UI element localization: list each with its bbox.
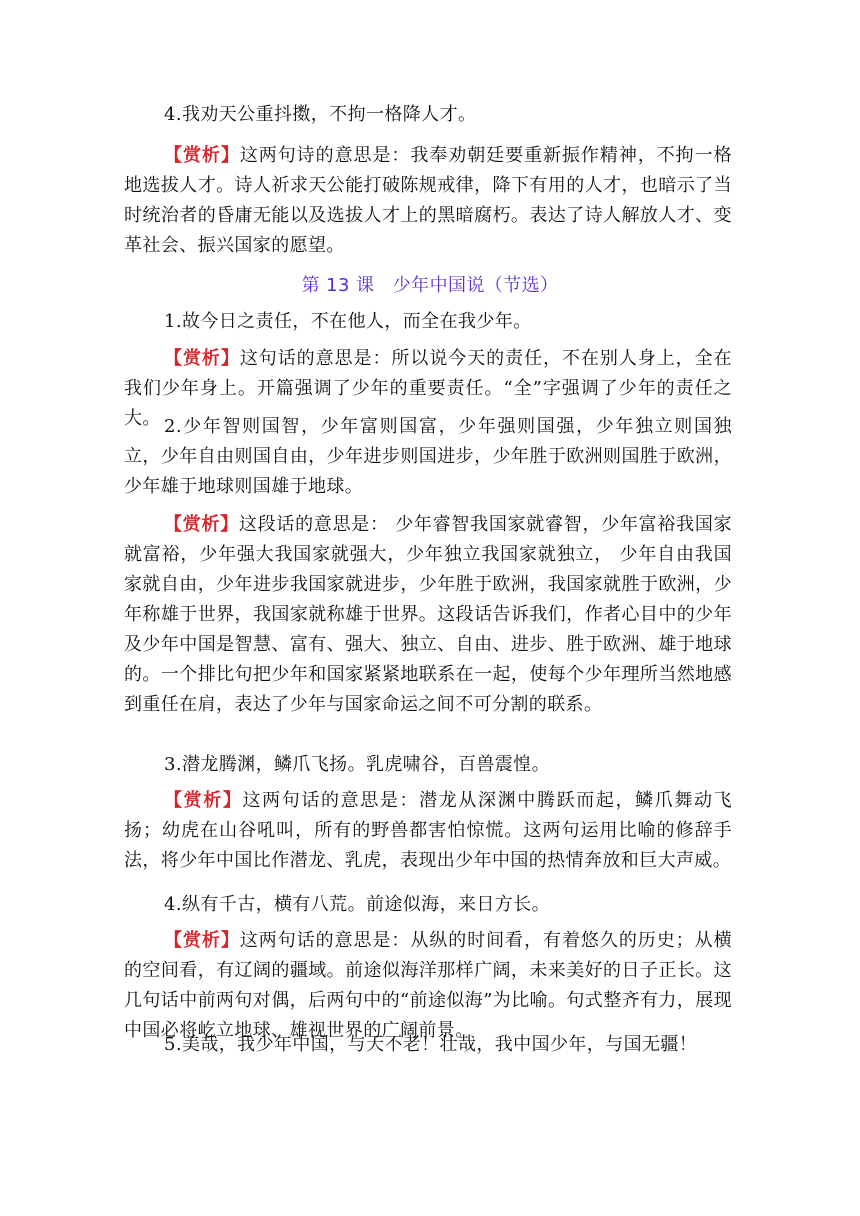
analysis-4-intro bbox=[124, 141, 732, 261]
analysis-tag: 【赏析】 bbox=[164, 790, 243, 811]
quote-2: 2.少年智则国智，少年富则国富，少年强则国强，少年独立则国独立，少年自由则国自由，少年进步则国进步，少年胜于欧洲则国胜于欧洲，少年雄于地球则国雄于地球。 bbox=[124, 416, 732, 497]
analysis-text: 这段话的意思是： 少年睿智我国家就睿智，少年富裕我国家就富裕，少年强大我国家就强大，少年独立我国家就独立， 少年自由我国家就自由，少年进步我国家就进步，少年胜于欧洲，我国家就胜于欧洲，少年称雄于世界，我国家就称雄于世界。这段话告诉我们，作者心目中的少年及少年中国是智慧、富有、强大、独立、自由、进步、胜于欧洲、雄于地球的。一个排比句把少年和国家紧紧地联系在一起，使每个少年理所当然地感到重任在肩，表达了少年与国家命运之间不可分割的联系。 bbox=[124, 514, 732, 715]
quote-3: 3.潜龙腾渊，鳞爪飞扬。乳虎啸谷，百兽震惶。 bbox=[164, 754, 550, 775]
analysis-3 bbox=[124, 786, 732, 876]
analysis-text: 这两句诗的意思是：我奉劝朝廷要重新振作精神，不拘一格地选拔人才。诗人祈求天公能打破陈规戒律，降下有用的人才，也暗示了当时统治者的昏庸无能以及选拔人才上的黑暗腐朽。表达了诗人解放人才、变革社会、振兴国家的愿望。 bbox=[124, 145, 732, 256]
analysis-2 bbox=[124, 510, 732, 720]
analysis-4 bbox=[124, 926, 732, 1046]
quote-4-intro: 4.我劝天公重抖擞，不拘一格降人才。 bbox=[164, 104, 477, 125]
quote-4: 4.纵有千古，横有八荒。前途似海，来日方长。 bbox=[164, 894, 550, 915]
analysis-tag: 【赏析】 bbox=[164, 930, 240, 951]
analysis-tag: 【赏析】 bbox=[164, 514, 239, 535]
analysis-text: 这句话的意思是：所以说今天的责任，不在别人身上，全在我们少年身上。开篇强调了少年的重要责任。“全”字强调了少年的责任之大。 bbox=[124, 348, 732, 429]
analysis-text: 这两句话的意思是：潜龙从深渊中腾跃而起，鳞爪舞动飞扬；幼虎在山谷吼叫，所有的野兽都害怕惊慌。这两句运用比喻的修辞手法，将少年中国比作潜龙、乳虎，表现出少年中国的热情奔放和巨大声威。 bbox=[124, 790, 732, 871]
quote-5: 5.美哉，我少年中国，与天不老！壮哉，我中国少年，与国无疆！ bbox=[164, 1034, 698, 1055]
analysis-text: 这两句话的意思是：从纵的时间看，有着悠久的历史；从横的空间看，有辽阔的疆域。前途似海洋那样广阔，未来美好的日子正长。这几句话中前两句对偶，后两句中的“前途似海”为比喻。句式整齐有力，展现中国必将屹立地球、雄视世界的广阔前景。 bbox=[124, 930, 733, 1041]
analysis-tag: 【赏析】 bbox=[164, 348, 240, 369]
analysis-tag: 【赏析】 bbox=[164, 145, 240, 166]
quote-1: 1.故今日之责任，不在他人，而全在我少年。 bbox=[164, 311, 532, 332]
lesson-title: 第 13 课 少年中国说（节选） bbox=[301, 275, 559, 296]
